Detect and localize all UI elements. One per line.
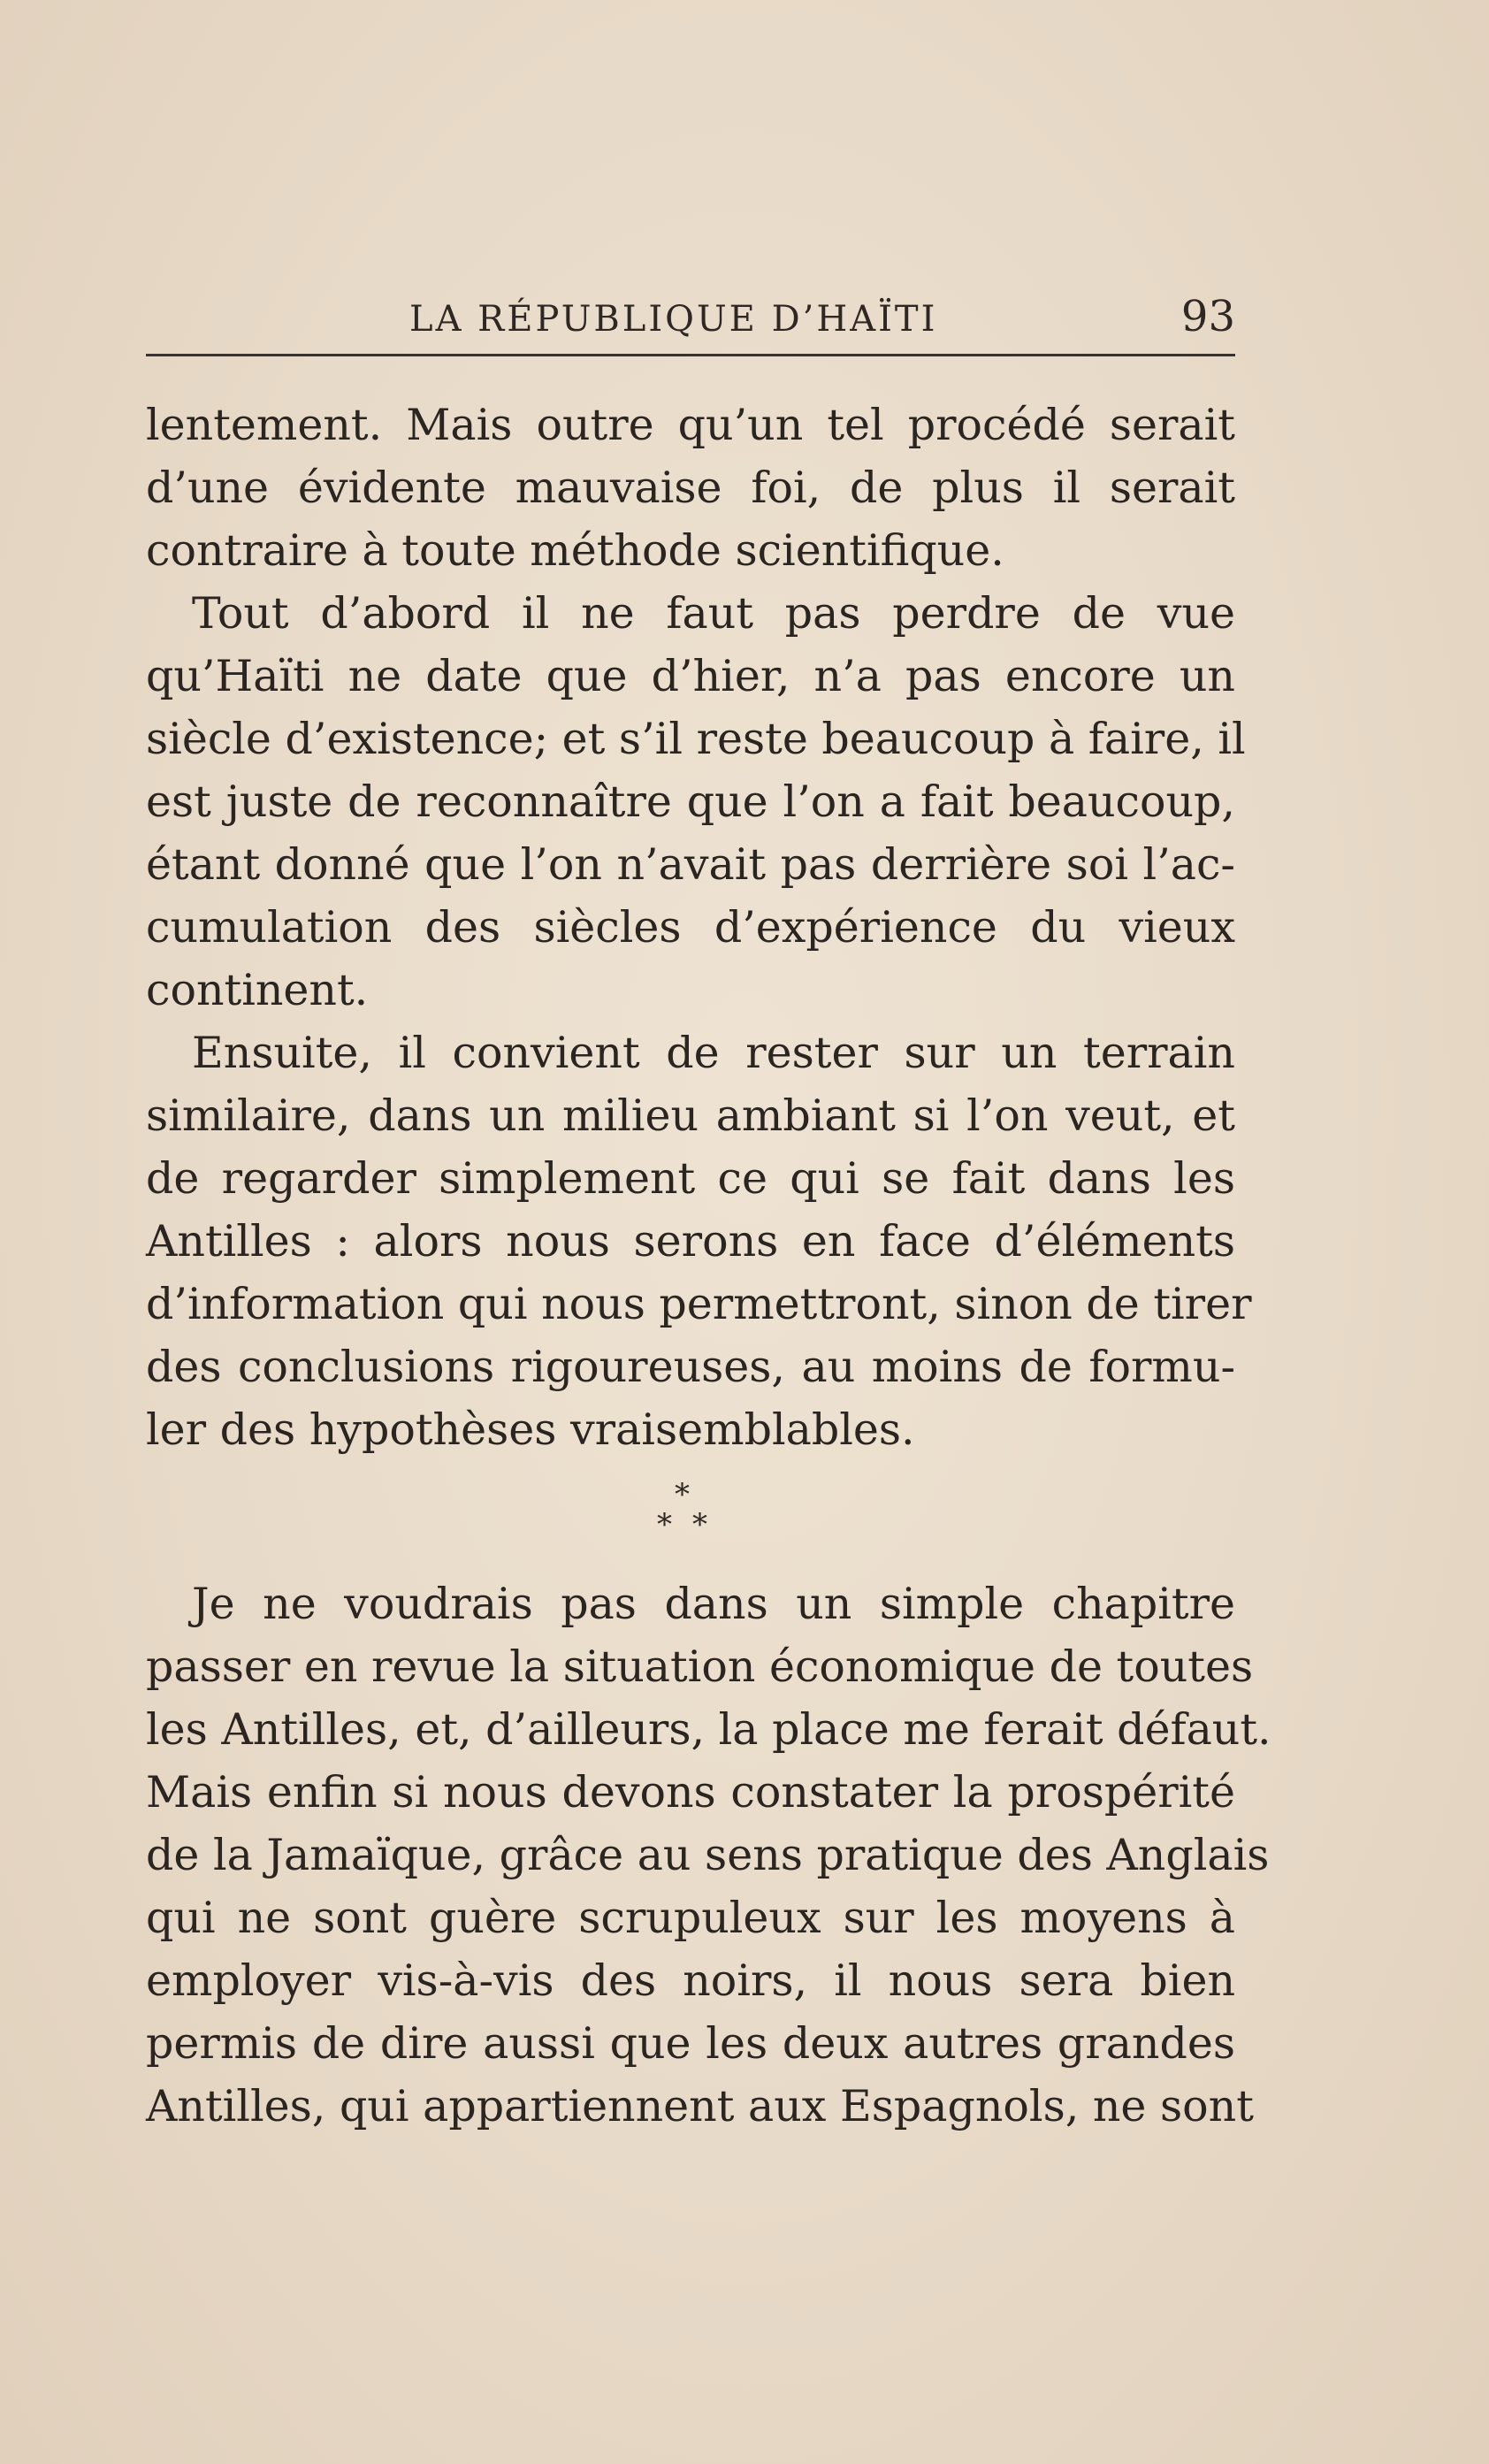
text-line: qu’Haïti ne date que d’hier, n’a pas encore un: [146, 651, 1235, 701]
paragraph-3: [146, 1022, 1252, 1461]
text-line: continent.: [146, 965, 369, 1015]
text-line: Mais enfin si nous devons constater la prospérité: [146, 1767, 1235, 1817]
text-line: contraire à toute méthode scientifique.: [146, 525, 1004, 576]
paragraph-1: [146, 394, 1235, 582]
text-line: lentement. Mais outre qu’un tel procédé serait: [146, 400, 1235, 450]
text-line: de la Jamaïque, grâce au sens pratique des Anglais: [146, 1830, 1270, 1880]
text-line: similaire, dans un milieu ambiant si l’on veut, et: [146, 1090, 1235, 1141]
asterism-star: *: [657, 1507, 672, 1542]
text-line: est juste de reconnaître que l’on a fait beaucoup,: [146, 777, 1235, 827]
section-break-asterism: [146, 1468, 1235, 1573]
text-line: permis de dire aussi que les deux autres grandes: [146, 2018, 1235, 2069]
text-line: siècle d’existence; et s’il reste beaucoup à faire, il: [146, 714, 1246, 764]
text-line: de regarder simplement ce qui se fait dans les: [146, 1153, 1235, 1204]
text-line: d’une évidente mauvaise foi, de plus il serait: [146, 463, 1235, 513]
text-line: Je ne voudrais pas dans un simple chapitre: [192, 1579, 1235, 1629]
running-head: [146, 292, 1235, 356]
text-line: étant donné que l’on n’avait pas derrière soi l’ac-: [146, 839, 1235, 890]
body-text: [146, 394, 1271, 2138]
paragraph-2: [146, 582, 1246, 1022]
text-line: Antilles, qui appartiennent aux Espagnols, ne sont: [146, 2081, 1254, 2131]
text-line: passer en revue la situation économique de toutes: [146, 1641, 1254, 1692]
text-line: des conclusions rigoureuses, au moins de formu-: [146, 1342, 1235, 1392]
paragraph-4: [146, 1573, 1271, 2138]
text-line: Antilles : alors nous serons en face d’éléments: [146, 1216, 1235, 1266]
text-line: ler des hypothèses vraisemblables.: [146, 1404, 915, 1455]
text-line: les Antilles, et, d’ailleurs, la place me ferait défaut.: [146, 1704, 1271, 1755]
page-number: 93: [1180, 292, 1235, 341]
text-line: qui ne sont guère scrupuleux sur les moyens à: [146, 1893, 1235, 1943]
asterism-star: *: [675, 1477, 690, 1512]
running-title: LA RÉPUBLIQUE D’HAÏTI: [409, 299, 938, 340]
text-line: Ensuite, il convient de rester sur un terrain: [192, 1028, 1235, 1078]
text-line: Tout d’abord il ne faut pas perdre de vue: [192, 588, 1235, 639]
text-line: cumulation des siècles d’expérience du vieux: [146, 902, 1235, 953]
asterism-star: *: [692, 1507, 707, 1542]
text-line: employer vis-à-vis des noirs, il nous sera bien: [146, 1955, 1235, 2006]
text-line: d’information qui nous permettront, sinon de tirer: [146, 1279, 1252, 1329]
